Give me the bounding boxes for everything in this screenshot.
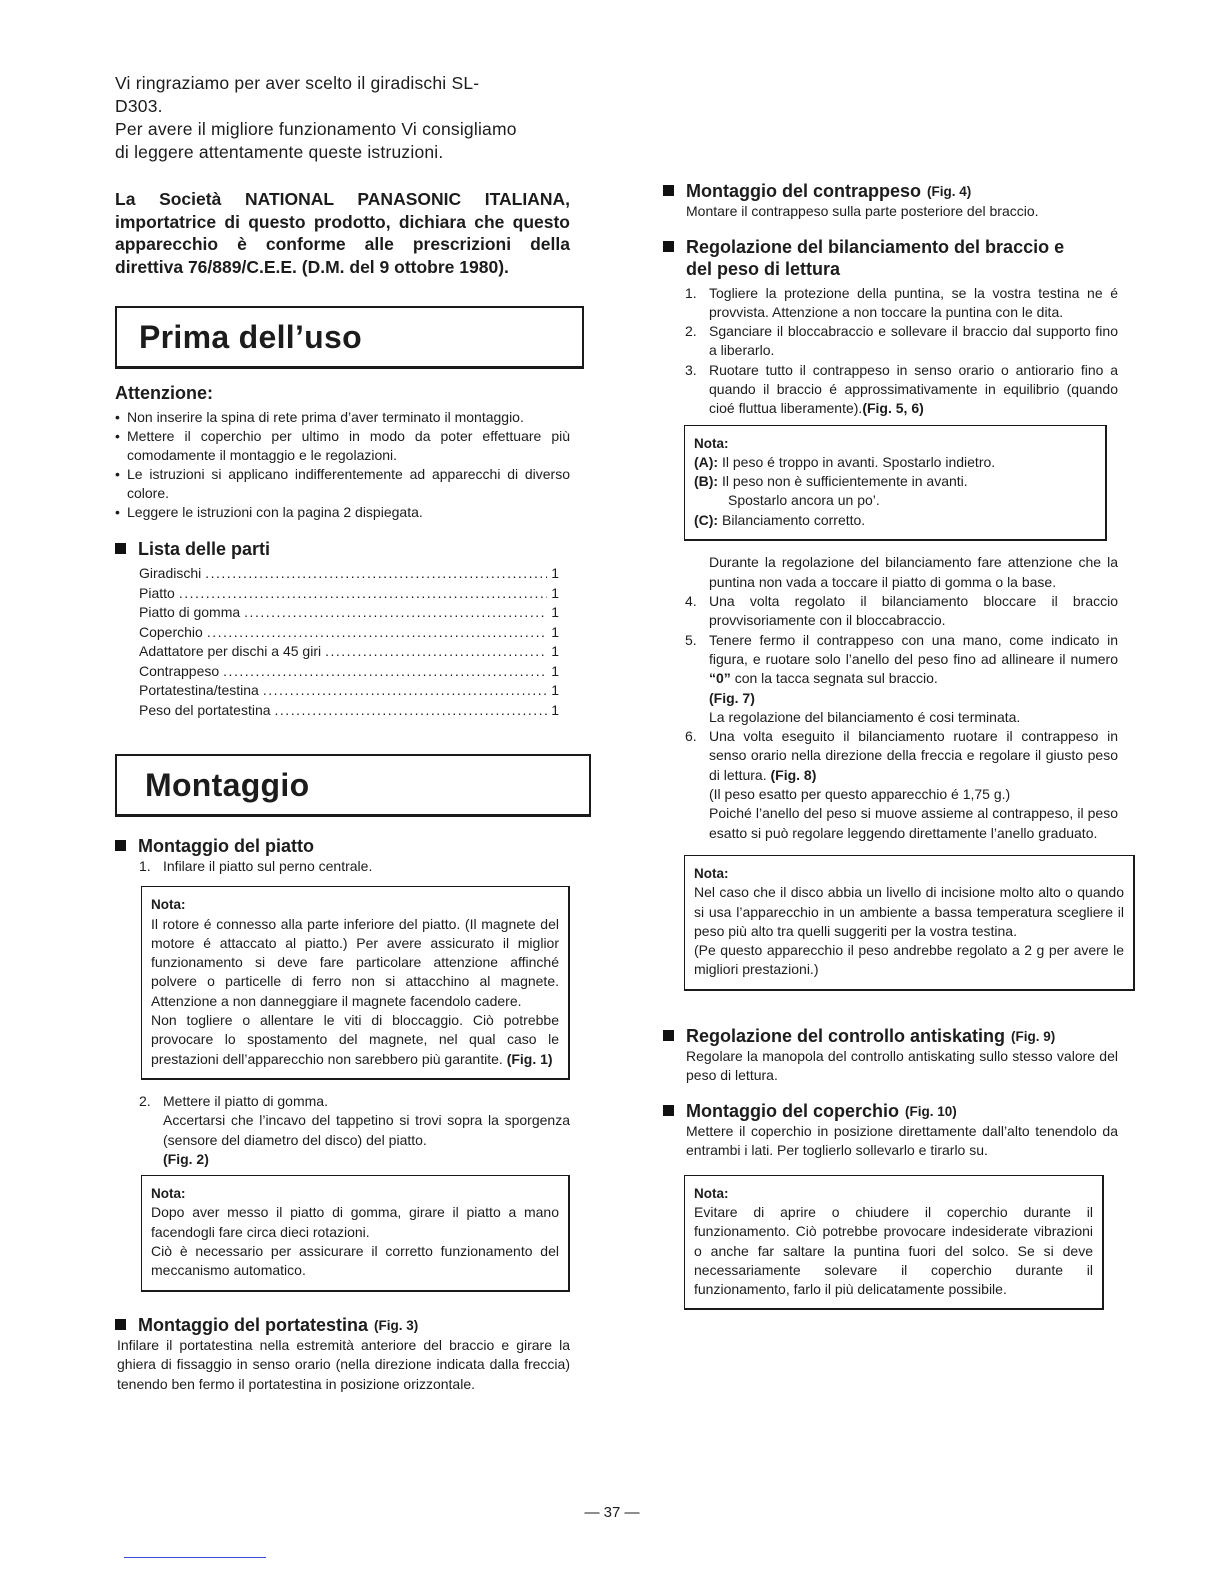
bilanciamento-heading	[663, 236, 1118, 280]
coperchio-text: Mettere il coperchio in posizione direttamente dall’alto tenendolo da entrambi i lati. Per toglierlo sollevarlo e tirarlo su.	[686, 1122, 1118, 1159]
fig-ref: (Fig. 3)	[374, 1317, 419, 1333]
square-bullet-icon	[663, 241, 674, 252]
list-item: 2. Mettere il piatto di gomma. Accertarsi che l’incavo del tappetino si trovi sopra la sporgenza (sensore del diametro del disco) del piatto. (Fig. 2)	[139, 1092, 570, 1167]
antiskating-text: Regolare la manopola del controllo antiskating sullo stesso valore del peso di lettura.	[686, 1047, 1118, 1084]
note-text: (B): Il peso non è sufficientemente in avanti.	[694, 473, 968, 490]
square-bullet-icon	[115, 840, 126, 851]
list-item: Portatestina/testina ..... 1	[139, 681, 559, 701]
heading-text: Montaggio del portatestina	[138, 1314, 369, 1335]
fig-ref: (Fig. 10)	[905, 1103, 957, 1119]
intro-line: D303.	[115, 96, 163, 116]
list-item: 1. Togliere la protezione della puntina, se la vostra testina ne é provvista. Attenzione a non toccare la puntina con le dita.	[685, 284, 1118, 320]
section-title: Prima dell’uso	[139, 318, 362, 355]
after-note-text: Durante la regolazione del bilanciamento fare attenzione che la puntina non vada a toccare il piatto di gomma o la base.	[709, 554, 1118, 590]
note-title: Nota:	[694, 435, 729, 451]
note-box	[684, 855, 1135, 991]
note-text: (A): Il peso é troppo in avanti. Spostarlo indietro.	[694, 453, 996, 470]
note-text: (Pe questo apparecchio il peso andrebbe regolato a 2 g per avere le migliori prestazioni.)	[694, 942, 1124, 978]
list-item: 5. Tenere fermo il contrappeso con una mano, come indicato in figura, e ruotare solo l’anello del peso fino ad allineare il numero “0” con la tacca segnata sul braccio. (Fig. 7) La regolazione del bilanciamento é cosi terminata.	[685, 631, 1118, 725]
page-number: — 37 —	[584, 1504, 640, 1521]
square-bullet-icon	[663, 1030, 674, 1041]
list-item: • Leggere le istruzioni con la pagina 2 dispiegata.	[115, 503, 570, 522]
note-box	[141, 886, 570, 1080]
coperchio-heading	[663, 1100, 1118, 1122]
square-bullet-icon	[115, 1319, 126, 1330]
note-text: Ciò è necessario per assicurare il corretto funzionamento del meccanismo automatico.	[151, 1243, 559, 1279]
attention-heading: Attenzione:	[115, 383, 213, 403]
list-item: • Le istruzioni si applicano indifferentemente ad apparecchi di diverso colore.	[115, 465, 570, 503]
note-text: Spostarlo ancora un po’.	[728, 492, 880, 509]
right-column	[663, 180, 1124, 1310]
heading-text: Montaggio del piatto	[138, 836, 314, 856]
fig-ref: (Fig. 4)	[927, 184, 972, 199]
heading-text: Montaggio del coperchio	[686, 1100, 900, 1121]
intro-line: di leggere attentamente queste istruzioni.	[115, 142, 444, 162]
list-item: Contrappeso ..... 1	[139, 662, 559, 682]
portatestina-text: Infilare il portatestina nella estremità anteriore del braccio e girare la ghiera di fissaggio in senso orario (nella direzione indicata dalla freccia) tenendo ben fermo il portatestina in posizione orizzontale.	[117, 1336, 570, 1392]
note-text: Dopo aver messo il piatto di gomma, girare il piatto a mano facendogli fare circa dieci rotazioni.	[151, 1204, 559, 1240]
list-item: 2. Sganciare il bloccabraccio e sollevare il braccio dal supporto fino a liberarlo.	[685, 323, 1118, 359]
note-title: Nota:	[151, 1186, 186, 1202]
list-item: 4. Una volta regolato il bilanciamento bloccare il braccio provvisoriamente con il bloccabraccio.	[685, 593, 1118, 629]
attention-list	[115, 408, 570, 522]
list-item: 6. Una volta eseguito il bilanciamento ruotare il contrappeso in senso orario nella direzione della freccia e regolare il giusto peso di lettura. (Fig. 8) (Il peso esatto per questo apparecchio é 1,75 g.) Poiché l’anello del peso si muove assieme al contrappeso, il peso esatto si può regolare leggendo direttamente l’anello graduato.	[685, 728, 1118, 841]
list-item: • Mettere il coperchio per ultimo in modo da poter effettuare più comodamente il montaggio e le regolazioni.	[115, 427, 570, 465]
contrappeso-heading	[663, 180, 1118, 202]
heading-text: Montaggio del contrappeso	[686, 181, 922, 201]
section-title: Montaggio	[145, 766, 310, 803]
antiskating-heading	[663, 1025, 1118, 1047]
note-box	[684, 1175, 1104, 1311]
note-title: Nota:	[151, 897, 186, 913]
fig-ref: (Fig. 9)	[1011, 1028, 1056, 1044]
list-item: Coperchio ..... 1	[139, 623, 559, 643]
piatto-steps-2	[139, 1092, 570, 1169]
bilanciamento-steps-2	[685, 592, 1118, 843]
heading-text: Regolazione del bilanciamento del braccio e del peso di lettura	[686, 236, 1065, 279]
section-banner-prima	[115, 306, 584, 369]
list-item: Adattatore per dischi a 45 giri ..... 1	[139, 642, 559, 662]
note-box	[141, 1175, 570, 1291]
list-item: Peso del portatestina ..... 1	[139, 701, 559, 721]
list-item: Piatto di gomma ..... 1	[139, 603, 559, 623]
list-item: Giradischi ..... 1	[139, 564, 559, 584]
declaration: La Società NATIONAL PANASONIC ITALIANA, importatrice di questo prodotto, dichiara che questo apparecchio è conforme alle prescrizioni della direttiva 76/889/C.E.E. (D.M. del 9 ottobre 1980).	[115, 189, 570, 277]
section-banner-montaggio	[115, 754, 591, 817]
note-text: (C): Bilanciamento corretto.	[694, 511, 866, 528]
list-item: 1. Infilare il piatto sul perno centrale.	[139, 858, 373, 874]
contrappeso-text: Montare il contrappeso sulla parte posteriore del braccio.	[686, 203, 1039, 219]
note-box	[684, 425, 1107, 541]
piatto-steps	[139, 857, 570, 876]
left-column	[115, 72, 570, 1394]
intro-text	[115, 72, 570, 164]
note-title: Nota:	[694, 1185, 729, 1201]
divider	[124, 1557, 266, 1558]
note-text: Nel caso che il disco abbia un livello di incisione molto alto o quando si usa l’apparecchio in un ambiente a bassa temperatura scegliere il peso più alto tra quelli suggeriti per la vostra testina.	[694, 884, 1124, 939]
list-item: • Non inserire la spina di rete prima d’aver terminato il montaggio.	[115, 408, 570, 427]
note-text: Il rotore é connesso alla parte inferiore del piatto. (Il magnete del motore é attaccato al piatto.) Per avere assicurato il miglior funzionamento si deve fare particolare attenzione affinché polvere o particelle di ferro non si attacchino al magnete. Attenzione a non danneggiare il magnete facendolo cadere.	[151, 915, 559, 1009]
heading-text: Regolazione del controllo antiskating	[686, 1025, 1006, 1046]
intro-line: Vi ringraziamo per aver scelto il giradischi SL-	[115, 73, 480, 93]
note-title: Nota:	[694, 865, 729, 881]
heading-text: Lista delle parti	[138, 539, 271, 559]
square-bullet-icon	[663, 185, 674, 196]
list-item: 3. Ruotare tutto il contrappeso in senso orario o antiorario fino a quando il braccio é approssimativamente in equilibrio (quando cioé fluttua liberamente).(Fig. 5, 6)	[685, 361, 1118, 417]
note-text: Non togliere o allentare le viti di bloccaggio. Ciò potrebbe provocare lo spostamento del magnete, nel qual caso le prestazioni dell’apparecchio non sarebbero più garantite. (Fig. 1)	[151, 1012, 559, 1067]
piatto-heading	[115, 835, 570, 857]
list-item: Piatto ..... 1	[139, 584, 559, 604]
parts-heading	[115, 538, 570, 560]
square-bullet-icon	[663, 1105, 674, 1116]
parts-list	[139, 564, 559, 720]
square-bullet-icon	[115, 543, 126, 554]
note-text: Evitare di aprire o chiudere il coperchio durante il funzionamento. Ciò potrebbe provocare indesiderate vibrazioni o anche far saltare la puntina fuori del solco. Se si deve necessariamente solevare il coperchio durante il funzionamento, farlo il più delicatamente possibile.	[694, 1204, 1093, 1298]
bilanciamento-steps	[685, 284, 1118, 419]
intro-line: Per avere il migliore funzionamento Vi consigliamo	[115, 119, 517, 139]
portatestina-heading	[115, 1314, 570, 1336]
